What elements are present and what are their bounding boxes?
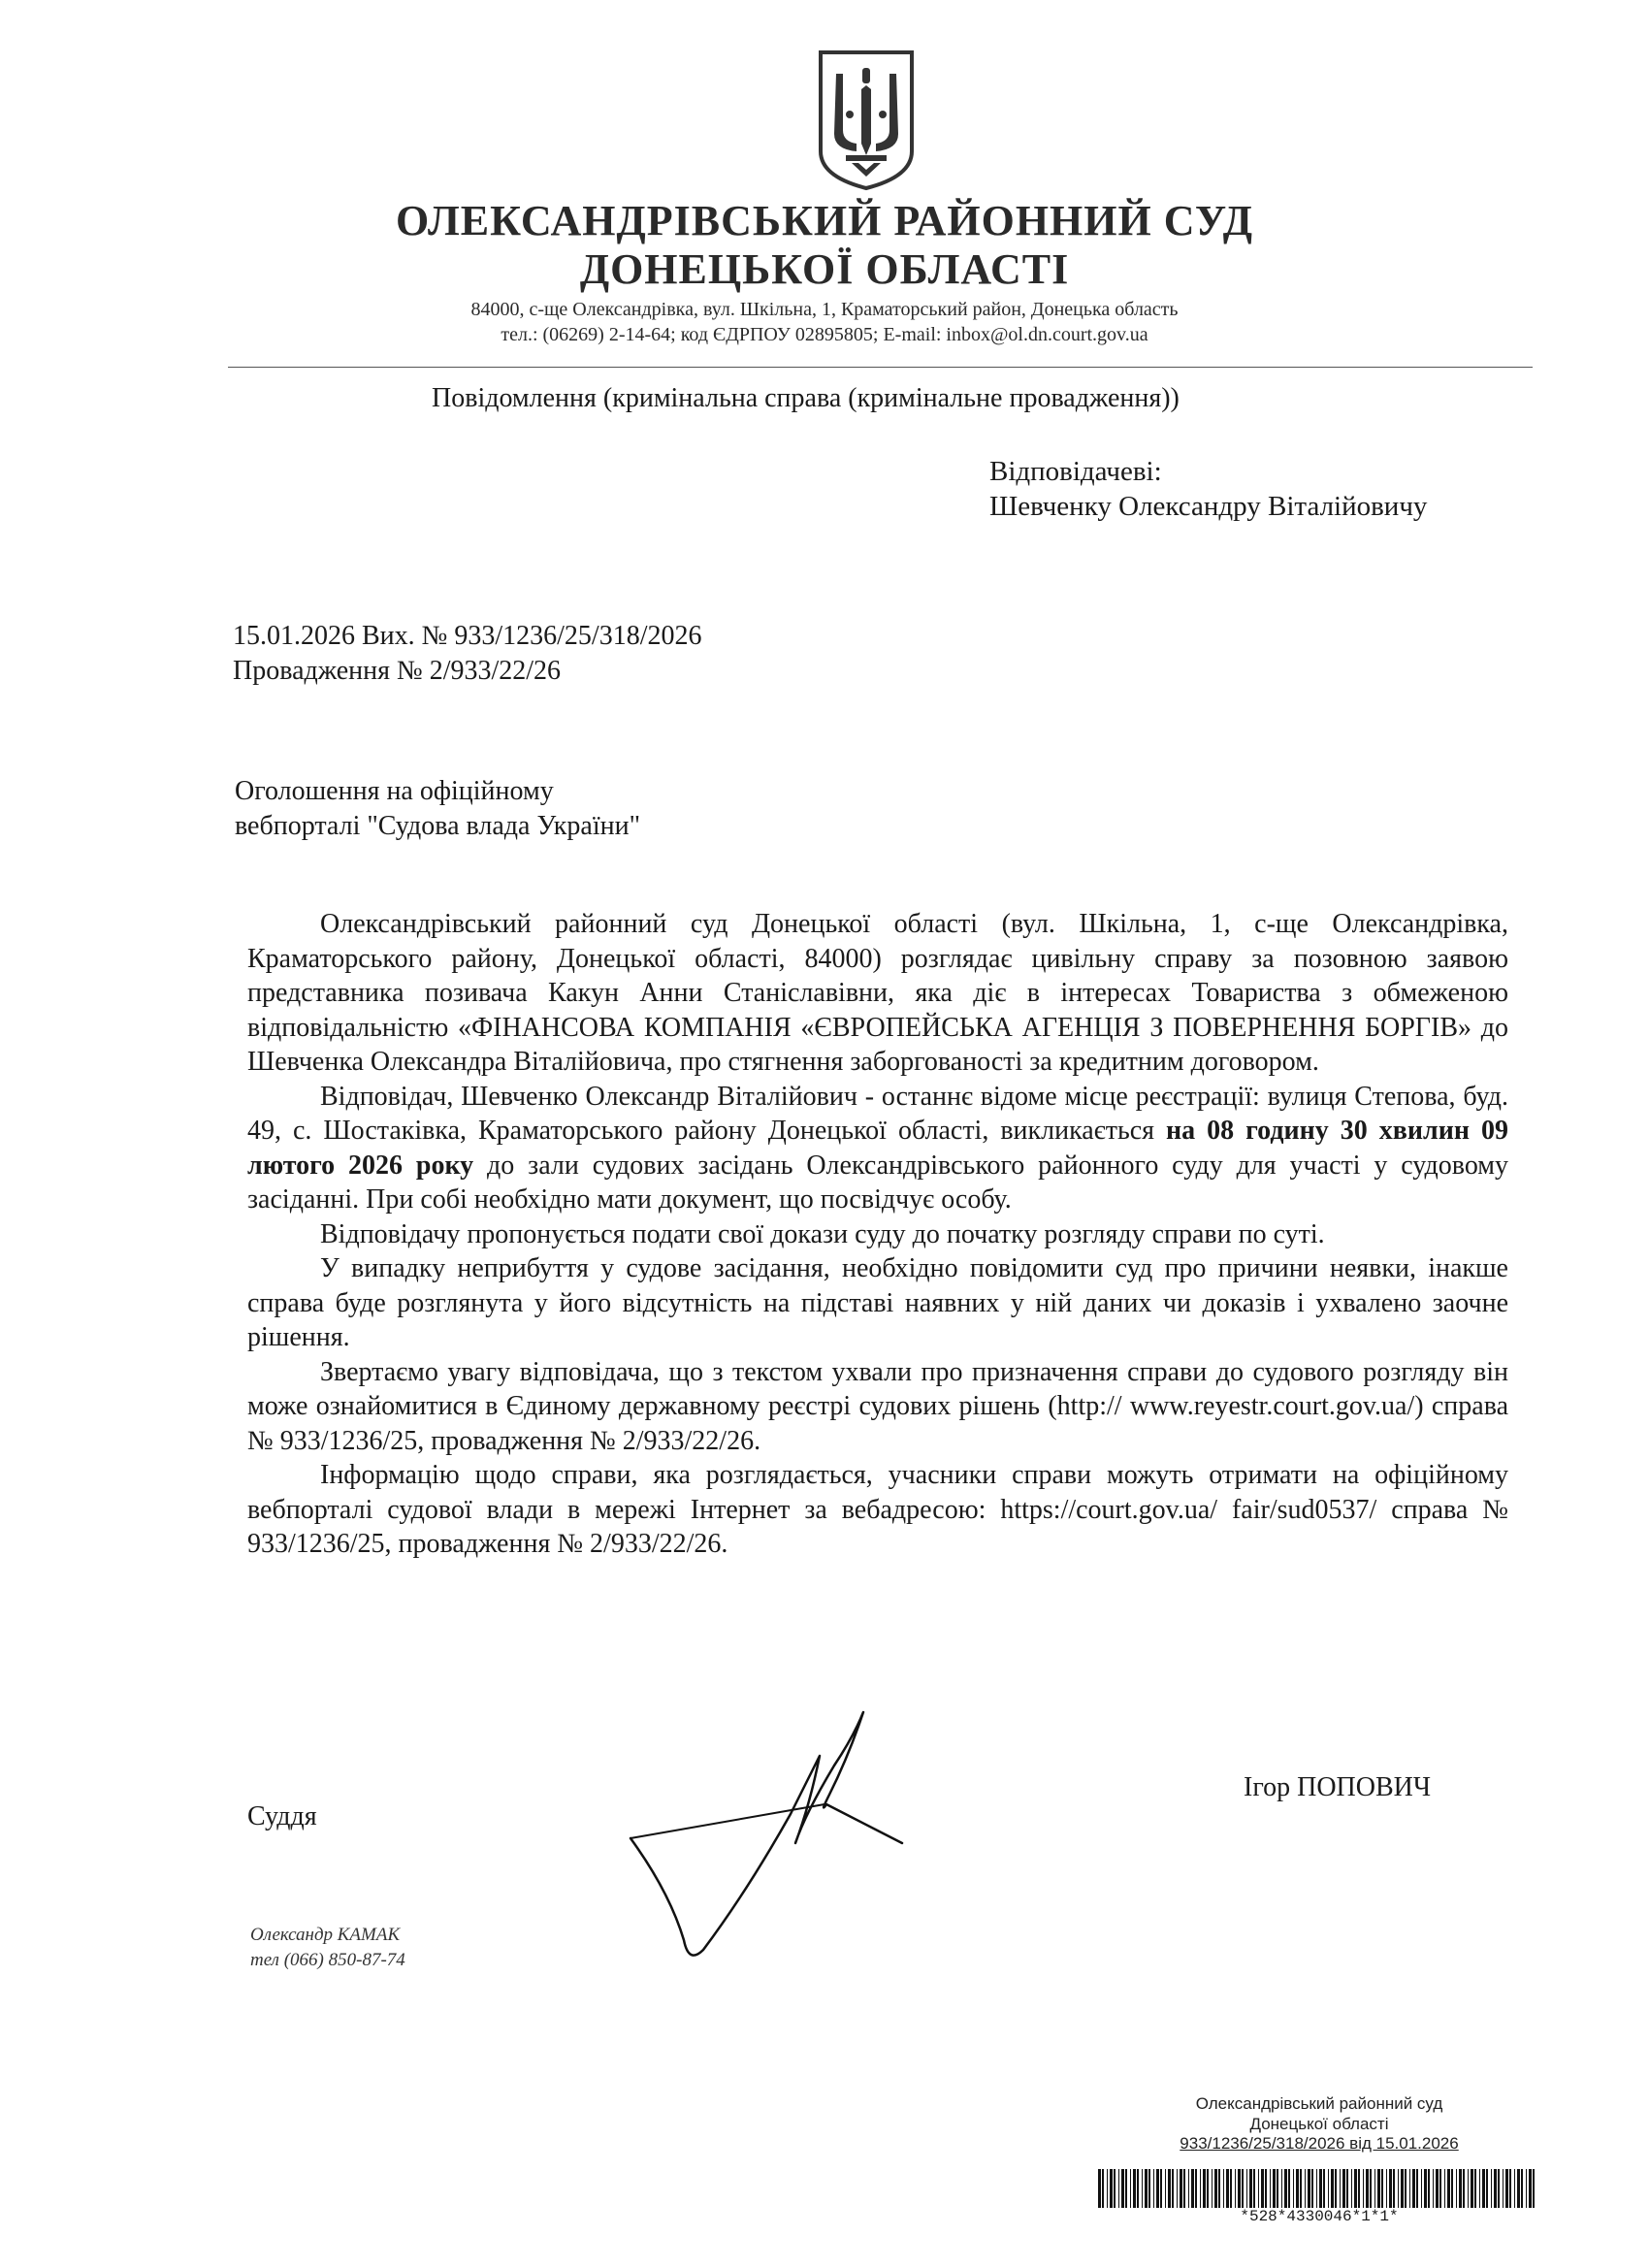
barcode-bar: [1203, 2169, 1206, 2208]
barcode-bar: [1340, 2169, 1341, 2208]
announcement-line2: вебпорталі "Судова влада України": [235, 811, 641, 841]
barcode-bar: [1305, 2169, 1306, 2208]
barcode-bar: [1533, 2169, 1535, 2208]
barcode-bar: [1125, 2169, 1127, 2208]
executor-name: Олександр КАМАК: [250, 1925, 401, 1945]
barcode-bar: [1258, 2169, 1259, 2208]
barcode-bar: [1456, 2169, 1457, 2208]
barcode-bar: [1207, 2169, 1209, 2208]
barcode-bar: [1358, 2169, 1360, 2208]
barcode-bar: [1223, 2169, 1224, 2208]
barcode-bar: [1409, 2169, 1410, 2208]
barcode-bar: [1172, 2169, 1174, 2208]
barcode-bar: [1114, 2169, 1116, 2208]
barcode-bar: [1459, 2169, 1462, 2208]
barcode-bar: [1386, 2169, 1387, 2208]
stamp-court-line2: Донецької області: [1249, 2115, 1389, 2133]
barcode-bar: [1118, 2169, 1119, 2208]
notice-type: Повідомлення (кримінальна справа (кримінальне провадження)): [432, 383, 1180, 413]
body-p2-start: Відповідач, Шевченко Олександр Віталійович - останнє відоме місце реєстрації: вулиця Степова, буд. 49, с. Шостаківка, Краматорського району Донецької області, викликається: [247, 1081, 1508, 1146]
court-contacts: тел.: (06269) 2-14-64; код ЄДРПОУ 02895805; E-mail: inbox@ol.dn.court.gov.ua: [501, 324, 1148, 345]
barcode-bar: [1433, 2169, 1434, 2208]
judge-label: Суддя: [247, 1801, 317, 1831]
court-name-line2: ДОНЕЦЬКОЇ ОБЛАСТІ: [579, 245, 1070, 293]
barcode-bar: [1130, 2169, 1131, 2208]
barcode-number: *528*4330046*1*1*: [1240, 2208, 1399, 2225]
barcode-bar: [1226, 2169, 1229, 2208]
barcode-bar: [1498, 2169, 1500, 2208]
barcode-bar: [1405, 2169, 1406, 2208]
barcode-bar: [1335, 2169, 1337, 2208]
barcode-bar: [1133, 2169, 1136, 2208]
recipient-label: Відповідачеві:: [989, 456, 1162, 487]
barcode-bar: [1249, 2169, 1252, 2208]
barcode-bar: [1188, 2169, 1189, 2208]
barcode-bar: [1238, 2169, 1241, 2208]
barcode-bar: [1398, 2169, 1399, 2208]
barcode-bar: [1137, 2169, 1139, 2208]
barcode-bar: [1319, 2169, 1322, 2208]
barcode-bar: [1342, 2169, 1345, 2208]
barcode-bar: [1281, 2169, 1282, 2208]
stamp-court-line1: Олександрівський районний суд: [1195, 2094, 1443, 2113]
barcode-bar: [1293, 2169, 1294, 2208]
barcode-bar: [1230, 2169, 1232, 2208]
barcode-bar: [1381, 2169, 1383, 2208]
barcode-bar: [1311, 2169, 1313, 2208]
barcode-bar: [1246, 2169, 1247, 2208]
registration-stamp: [1096, 2093, 1542, 2154]
body-paragraph-2: [247, 1080, 1508, 1217]
body-paragraph-1: Олександрівський районний суд Донецької області (вул. Шкільна, 1, с-ще Олександрівка, Краматорського району, Донецької області, 84000) розглядає цивільну справу за позовною заявою представника позивача Какун Анни Станіславівни, яка діє в інтересах Товариства з обмеженою відповідальністю «ФІНАНСОВА КОМПАНІЯ «ЄВРОПЕЙСЬКА АГЕНЦІЯ З ПОВЕРНЕННЯ БОРГІВ» до Шевченка Олександра Віталійовича, про стягнення заборгованості за кредитним договором.: [247, 909, 1508, 1077]
barcode-bar: [1517, 2169, 1520, 2208]
barcode-bar: [1393, 2169, 1395, 2208]
barcode-bar: [1107, 2169, 1108, 2208]
executor-phone: тел (066) 850-87-74: [250, 1950, 405, 1970]
barcode-bar: [1218, 2169, 1220, 2208]
body-p2-end: до зали судових засідань Олександрівського районного суду для участі у судовому засіданні. При собі необхідно мати документ, що посвідчує особу.: [247, 1150, 1508, 1215]
barcode-bar: [1436, 2169, 1439, 2208]
barcode-bar: [1098, 2169, 1101, 2208]
barcode: [1098, 2169, 1540, 2208]
barcode-bar: [1509, 2169, 1511, 2208]
barcode-bar: [1180, 2169, 1182, 2208]
barcode-bar: [1447, 2169, 1450, 2208]
announcement-line1: Оголошення на офіційному: [235, 776, 554, 806]
barcode-bar: [1354, 2169, 1357, 2208]
barcode-bar: [1165, 2169, 1166, 2208]
barcode-bar: [1529, 2169, 1532, 2208]
barcode-bar: [1261, 2169, 1264, 2208]
notice-body: [247, 907, 1508, 1562]
barcode-bar: [1316, 2169, 1317, 2208]
barcode-bar: [1439, 2169, 1441, 2208]
barcode-bar: [1374, 2169, 1375, 2208]
barcode-bar: [1416, 2169, 1418, 2208]
ukraine-trident-icon: [813, 47, 920, 192]
barcode-bar: [1494, 2169, 1497, 2208]
handwritten-signature: [611, 1698, 931, 1979]
barcode-bar: [1142, 2169, 1143, 2208]
barcode-bar: [1308, 2169, 1310, 2208]
barcode-bar: [1514, 2169, 1515, 2208]
barcode-bar: [1428, 2169, 1430, 2208]
header-divider: [228, 367, 1533, 368]
barcode-bar: [1273, 2169, 1276, 2208]
barcode-bar: [1463, 2169, 1465, 2208]
barcode-bar: [1491, 2169, 1492, 2208]
barcode-bar: [1284, 2169, 1287, 2208]
barcode-bar: [1160, 2169, 1162, 2208]
body-paragraph-5: Звертаємо увагу відповідача, що з текстом ухвали про призначення справи до судового розгляду він може ознайомитися в Єдиному державному реєстрі судових рішень (http:// www.reyestr.court.gov.ua/) справа № 933/1236/25, провадження № 2/933/22/26.: [247, 1356, 1508, 1456]
barcode-bar: [1401, 2169, 1404, 2208]
barcode-bar: [1145, 2169, 1148, 2208]
barcode-bar: [1505, 2169, 1508, 2208]
barcode-bar: [1363, 2169, 1364, 2208]
barcode-bar: [1148, 2169, 1150, 2208]
barcode-bar: [1471, 2169, 1473, 2208]
executor-info: [250, 1923, 405, 1973]
recipient-name: Шевченку Олександру Віталійовичу: [989, 491, 1428, 522]
barcode-bar: [1486, 2169, 1488, 2208]
stamp-reference: 933/1236/25/318/2026 від 15.01.2026: [1180, 2134, 1459, 2153]
hearing-datetime: на 08 годину 30 хвилин 09 лютого 2026 року: [247, 1116, 1508, 1181]
barcode-bar: [1253, 2169, 1255, 2208]
barcode-bar: [1474, 2169, 1476, 2208]
barcode-bar: [1444, 2169, 1445, 2208]
barcode-bar: [1424, 2169, 1427, 2208]
barcode-bar: [1177, 2169, 1178, 2208]
barcode-bar: [1277, 2169, 1278, 2208]
barcode-bar: [1195, 2169, 1197, 2208]
proceeding-number: Провадження № 2/933/22/26: [233, 656, 562, 686]
barcode-bar: [1191, 2169, 1194, 2208]
barcode-bar: [1270, 2169, 1271, 2208]
barcode-bar: [1468, 2169, 1469, 2208]
barcode-bar: [1521, 2169, 1523, 2208]
barcode-bar: [1214, 2169, 1217, 2208]
barcode-bar: [1346, 2169, 1348, 2208]
barcode-bar: [1265, 2169, 1267, 2208]
barcode-bar: [1331, 2169, 1334, 2208]
barcode-bar: [1235, 2169, 1236, 2208]
barcode-bar: [1242, 2169, 1244, 2208]
barcode-bar: [1288, 2169, 1290, 2208]
barcode-bar: [1156, 2169, 1159, 2208]
barcode-bar: [1183, 2169, 1185, 2208]
barcode-bar: [1370, 2169, 1372, 2208]
outgoing-number: 15.01.2026 Вих. № 933/1236/25/318/2026: [233, 621, 702, 651]
barcode-bar: [1451, 2169, 1453, 2208]
barcode-bar: [1296, 2169, 1299, 2208]
court-name-line1: ОЛЕКСАНДРІВСЬКИЙ РАЙОННИЙ СУД: [395, 197, 1254, 244]
body-paragraph-4: У випадку неприбуття у судове засідання, необхідно повідомити суд про причини неявки, інакше справа буде розглянута у його відсутність на підставі наявних у ній даних чи доказів і ухвалено заочне рішення.: [247, 1253, 1508, 1352]
barcode-bar: [1121, 2169, 1124, 2208]
barcode-bar: [1200, 2169, 1201, 2208]
body-paragraph-3: Відповідачу пропонується подати свої докази суду до початку розгляду справи по суті.: [320, 1218, 1325, 1249]
judge-name: Ігор ПОПОВИЧ: [1244, 1772, 1432, 1802]
barcode-bar: [1377, 2169, 1380, 2208]
barcode-bar: [1389, 2169, 1392, 2208]
barcode-bar: [1479, 2169, 1480, 2208]
barcode-bar: [1168, 2169, 1171, 2208]
body-paragraph-6: Інформацію щодо справи, яка розглядається, учасники справи можуть отримати на офіційному вебпорталі судової влади в мережі Інтернет за вебадресою: https://court.gov.ua/ fair/sud0537/ справа № 933/1236/25, провадження № 2/933/22/26.: [247, 1460, 1508, 1559]
barcode-bar: [1351, 2169, 1352, 2208]
barcode-bar: [1300, 2169, 1302, 2208]
barcode-bar: [1421, 2169, 1422, 2208]
barcode-bar: [1328, 2169, 1329, 2208]
barcode-bar: [1110, 2169, 1113, 2208]
barcode-bar: [1323, 2169, 1325, 2208]
barcode-bar: [1102, 2169, 1104, 2208]
barcode-bar: [1526, 2169, 1527, 2208]
barcode-bar: [1503, 2169, 1504, 2208]
barcode-bar: [1482, 2169, 1485, 2208]
court-address: 84000, с-ще Олександрівка, вул. Шкільна, 1, Краматорський район, Донецька область: [470, 299, 1179, 320]
barcode-bar: [1366, 2169, 1369, 2208]
barcode-bar: [1153, 2169, 1154, 2208]
barcode-bar: [1412, 2169, 1415, 2208]
